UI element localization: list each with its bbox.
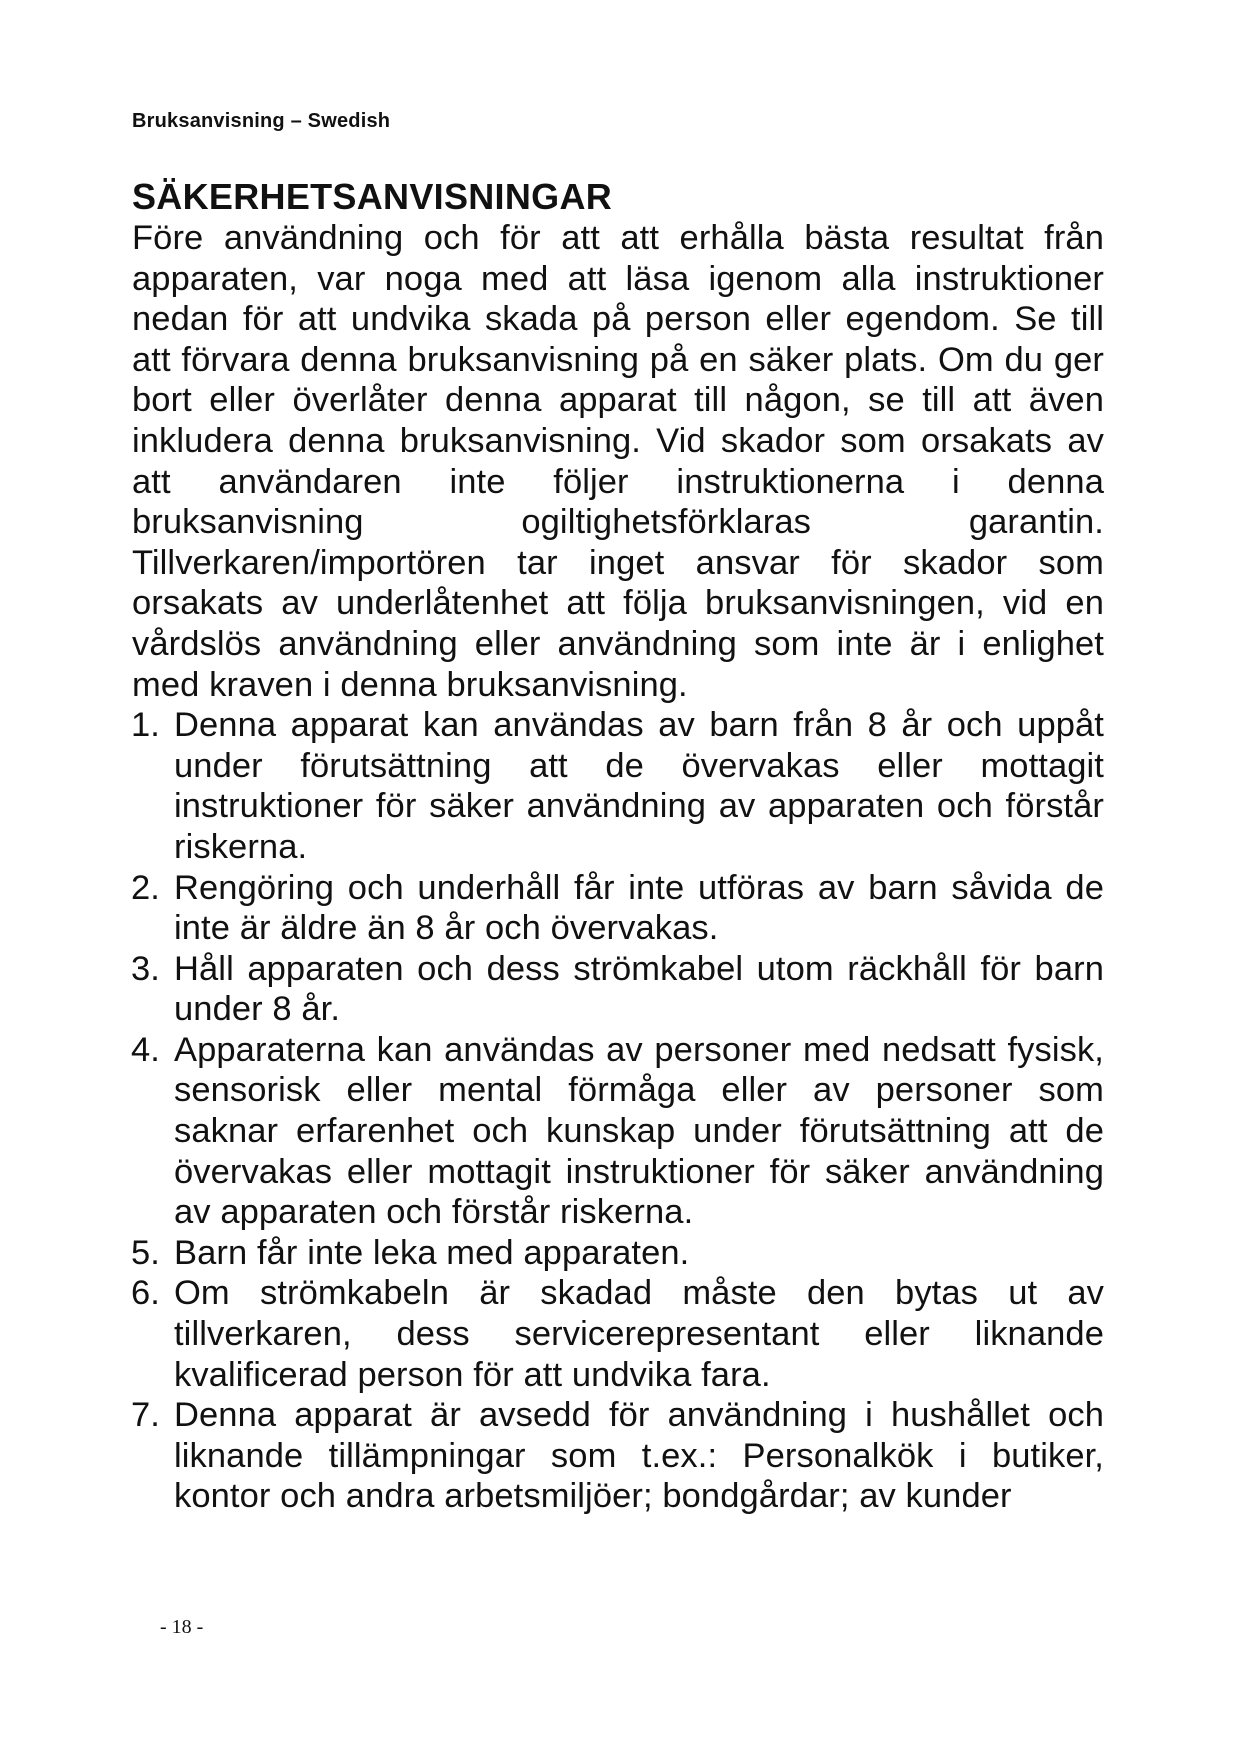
- list-item-text: Apparaterna kan användas av personer med nedsatt fysisk, sensorisk eller mental förmåga eller av personer som saknar erfarenhet och kunskap under förutsättning att de övervakas eller mottagit instruktioner för säker användning av apparaten och förstår riskerna.: [174, 1030, 1104, 1232]
- list-item-number: 7.: [131, 1396, 160, 1435]
- list-item-number: 2.: [131, 868, 160, 907]
- document-header-label: Bruksanvisning – Swedish: [132, 110, 391, 132]
- list-item-text: Denna apparat kan användas av barn från 8 år och uppåt under förutsättning att de övervakas eller mottagit instruktioner för säker användning av apparaten och förstår riskerna.: [174, 706, 1104, 866]
- list-item: [132, 1030, 1104, 1233]
- safety-section: [132, 176, 1104, 1517]
- list-item-text: Rengöring och underhåll får inte utföras av barn såvida de inte är äldre än 8 år och övervakas.: [174, 868, 1104, 948]
- safety-instructions-list: [132, 705, 1104, 1517]
- section-title: SÄKERHETSANVISNINGAR: [132, 176, 613, 217]
- list-item-number: 6.: [131, 1274, 160, 1313]
- list-item-text: Denna apparat är avsedd för användning i hushållet och liknande tillämpningar som t.ex.: Personalkök i butiker, kontor och andra arbetsmiljöer; bondgårdar; av kunder: [174, 1396, 1104, 1516]
- list-item-text: Barn får inte leka med apparaten.: [174, 1233, 690, 1272]
- list-item-number: 4.: [131, 1030, 160, 1069]
- list-item-text: Om strömkabeln är skadad måste den bytas ut av tillverkaren, dess servicerepresentant eller liknande kvalificerad person för att undvika fara.: [174, 1274, 1104, 1394]
- list-item-number: 1.: [131, 706, 160, 745]
- list-item: [132, 868, 1104, 949]
- list-item: [132, 1273, 1104, 1395]
- list-item: [132, 1395, 1104, 1517]
- list-item-number: 3.: [131, 949, 160, 988]
- list-item-text: Håll apparaten och dess strömkabel utom räckhåll för barn under 8 år.: [174, 949, 1104, 1029]
- page-number: - 18 -: [160, 1616, 204, 1638]
- list-item: [132, 949, 1104, 1030]
- list-item: [132, 1233, 1104, 1274]
- intro-paragraph: Före användning och för att att erhålla bästa resultat från apparaten, var noga med att läsa igenom alla instruktioner nedan för att undvika skada på person eller egendom. Se till att förvara denna bruksanvisning på en säker plats. Om du ger bort eller överlåter denna apparat till någon, se till att även inkludera denna bruksanvisning. Vid skador som orsakats av att användaren inte följer instruktionerna i denna bruksanvisning ogiltighetsförklaras garantin. Tillverkaren/importören tar inget ansvar för skador som orsakats av underlåtenhet att följa bruksanvisningen, vid en vårdslös användning eller användning som inte är i enlighet med kraven i denna bruksanvisning.: [132, 219, 1104, 704]
- list-item-number: 5.: [131, 1233, 160, 1272]
- list-item: [132, 705, 1104, 867]
